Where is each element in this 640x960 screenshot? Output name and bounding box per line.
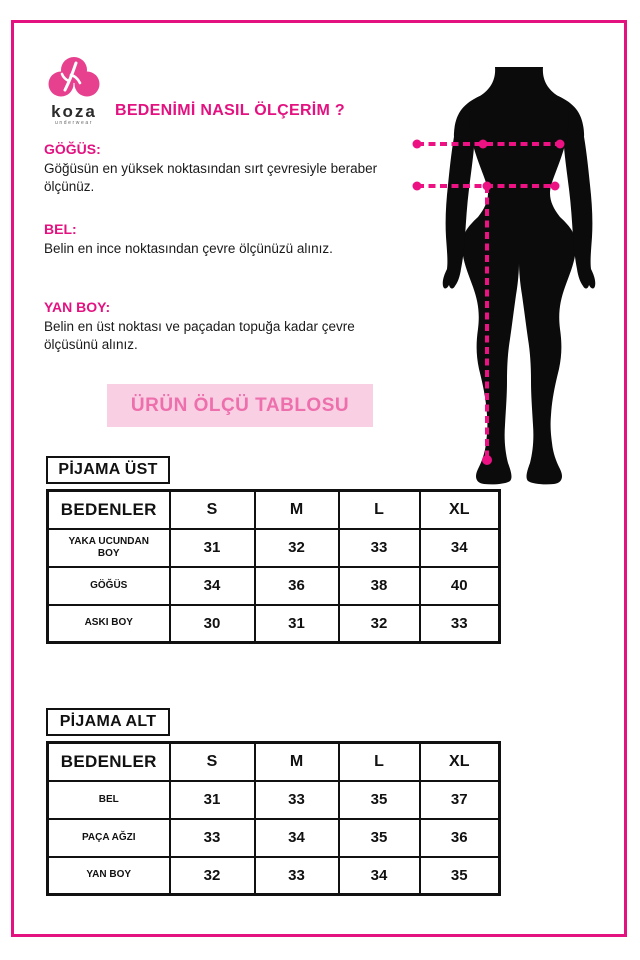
instruction-sidelength-heading: YAN BOY: — [44, 299, 111, 315]
header-cell: S — [170, 491, 255, 529]
body-measurement-figure — [410, 55, 630, 500]
table-row — [48, 567, 500, 605]
size-table-pijama-alt — [46, 741, 501, 896]
value-cell: 33 — [255, 857, 339, 895]
value-cell: 34 — [339, 857, 420, 895]
value-cell: 36 — [420, 819, 500, 857]
value-cell: 31 — [255, 605, 339, 643]
value-cell: 32 — [339, 605, 420, 643]
row-label-cell: PAÇA AĞZI — [48, 819, 170, 857]
value-cell: 33 — [170, 819, 255, 857]
table-row — [48, 857, 500, 895]
header-cell: M — [255, 491, 339, 529]
size-table-banner: ÜRÜN ÖLÇÜ TABLOSU — [107, 384, 373, 427]
value-cell: 35 — [420, 857, 500, 895]
header-cell: M — [255, 743, 339, 781]
header-cell: S — [170, 743, 255, 781]
table-row — [48, 819, 500, 857]
header-cell: BEDENLER — [48, 743, 170, 781]
instruction-waist-heading: BEL: — [44, 221, 77, 237]
value-cell: 37 — [420, 781, 500, 819]
page-title: BEDENİMİ NASIL ÖLÇERİM ? — [114, 102, 346, 119]
table-row — [48, 529, 500, 567]
header-cell: L — [339, 491, 420, 529]
table-row — [48, 605, 500, 643]
brand-name: koza — [51, 102, 97, 121]
row-label-cell: YAKA UCUNDAN BOY — [48, 529, 170, 567]
value-cell: 40 — [420, 567, 500, 605]
header-cell: XL — [420, 491, 500, 529]
value-cell: 34 — [420, 529, 500, 567]
value-cell: 35 — [339, 781, 420, 819]
size-table-pijama-ust — [46, 489, 501, 644]
table-header-row — [48, 743, 500, 781]
value-cell: 32 — [170, 857, 255, 895]
instruction-chest — [44, 141, 410, 196]
table-label-pijama-alt: PİJAMA ALT — [46, 708, 170, 736]
instruction-chest-text: Göğüsün en yüksek noktasından sırt çevresiyle beraber ölçünüz. — [44, 161, 378, 194]
value-cell: 34 — [255, 819, 339, 857]
header-cell: L — [339, 743, 420, 781]
value-cell: 30 — [170, 605, 255, 643]
koza-flower-icon — [47, 56, 101, 98]
row-label-cell: BEL — [48, 781, 170, 819]
header-cell: XL — [420, 743, 500, 781]
header-cell: BEDENLER — [48, 491, 170, 529]
row-label-cell: GÖĞÜS — [48, 567, 170, 605]
row-label-cell: ASKI BOY — [48, 605, 170, 643]
value-cell: 38 — [339, 567, 420, 605]
value-cell: 31 — [170, 781, 255, 819]
body-silhouette — [410, 55, 630, 495]
value-cell: 32 — [255, 529, 339, 567]
instruction-sidelength-text: Belin en üst noktası ve paçadan topuğa kadar çevre ölçüsünü alınız. — [44, 319, 355, 352]
instruction-sidelength — [44, 299, 410, 354]
value-cell: 35 — [339, 819, 420, 857]
row-label-cell: YAN BOY — [48, 857, 170, 895]
table-label-pijama-ust: PİJAMA ÜST — [46, 456, 170, 484]
value-cell: 36 — [255, 567, 339, 605]
table-header-row — [48, 491, 500, 529]
value-cell: 34 — [170, 567, 255, 605]
value-cell: 33 — [255, 781, 339, 819]
brand-subtext: underwear — [54, 120, 94, 126]
instruction-waist — [44, 221, 410, 258]
instruction-chest-heading: GÖĞÜS: — [44, 141, 101, 157]
instruction-waist-text: Belin en ince noktasından çevre ölçünüzü alınız. — [44, 241, 333, 256]
table-row — [48, 781, 500, 819]
value-cell: 33 — [420, 605, 500, 643]
value-cell: 31 — [170, 529, 255, 567]
value-cell: 33 — [339, 529, 420, 567]
